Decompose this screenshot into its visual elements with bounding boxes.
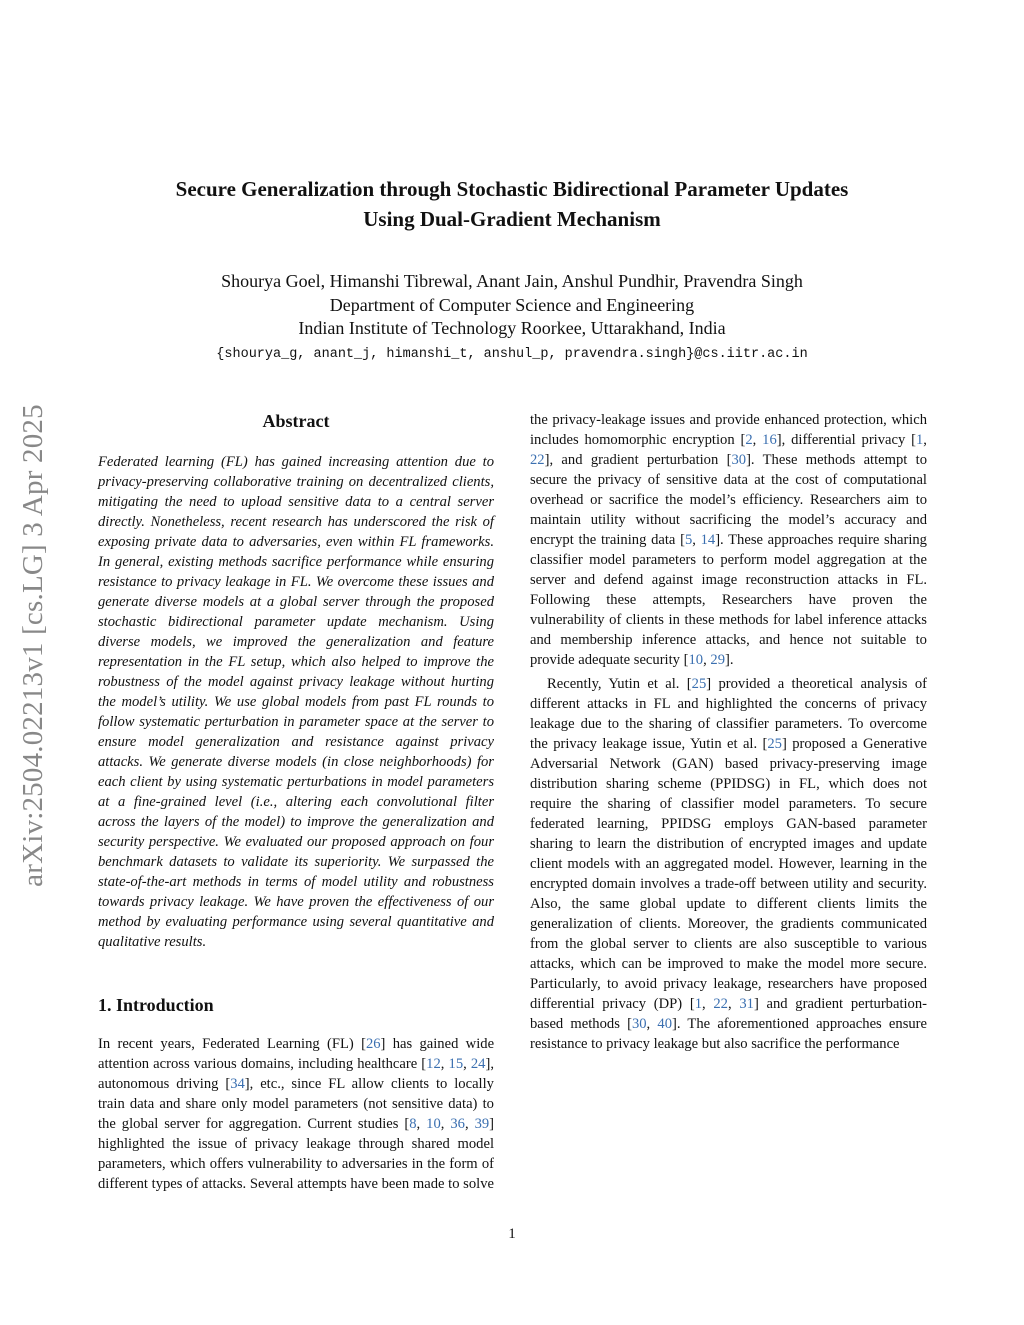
paper-title <box>80 174 944 234</box>
citation-link[interactable]: 15 <box>448 1056 464 1072</box>
section-heading-introduction: 1. Introduction <box>98 995 214 1015</box>
citation-link[interactable]: 30 <box>731 452 747 468</box>
affiliation-department: Department of Computer Science and Engineering <box>329 294 695 315</box>
citation-link[interactable]: 24 <box>470 1056 486 1072</box>
citation-link[interactable]: 22 <box>713 996 728 1012</box>
abstract-text: Federated learning (FL) has gained increasing attention due to privacy-preserving collaborative training on decentralized clients, mitigating the need to upload sensitive data to a central server directly. Nonetheless, recent research has underscored the risk of exposing private data to adversaries, even within FL frameworks. In general, existing methods sacrifice performance while ensuring resistance to privacy leakage in FL. We overcome these issues and generate diverse models at a global server through the proposed stochastic bidirectional parameter update mechanism. Using diverse models, we improved the generalization and feature representation in the FL setup, which also helped to improve the robustness of the model against privacy leakage without hurting the model’s utility. We use global models from past FL rounds to follow systematic perturbation in parameter space at the server to ensure model generalization and resistance against privacy attacks. We generate diverse models (in close neighborhoods) for each client by using systematic perturbations in model parameters at a fine-grained level (i.e., altering each convolutional filter across the layers of the model) to improve the generalization and security perspective. We evaluated our proposed approach on four benchmark datasets to validate its superiority. We surpassed the state-of-the-art methods in terms of model utility and robustness towards privacy leakage. We have proven the effectiveness of our method by evaluating performance using several quantitative and qualitative results. <box>98 454 494 950</box>
intro-text-left <box>98 1034 494 1194</box>
citation-link[interactable]: 12 <box>426 1056 441 1072</box>
citation-link[interactable]: 39 <box>474 1116 490 1132</box>
citation-link[interactable]: 1 <box>694 996 702 1012</box>
citation-link[interactable]: 10 <box>426 1116 441 1132</box>
citation-link[interactable]: 16 <box>762 432 777 448</box>
author-block <box>80 270 944 366</box>
citation-link[interactable]: 40 <box>657 1016 672 1032</box>
citation-link[interactable]: 34 <box>230 1076 245 1092</box>
author-emails: {shourya_g, anant_j, himanshi_t, anshul_p, pravendra.singh}@cs.iitr.ac.in <box>216 346 808 362</box>
citation-link[interactable]: 36 <box>450 1116 465 1132</box>
citation-link[interactable]: 2 <box>745 432 753 448</box>
citation-link[interactable]: 14 <box>700 532 716 548</box>
arxiv-identifier <box>10 363 56 928</box>
citation-link[interactable]: 5 <box>684 532 693 548</box>
arxiv-identifier-text: arXiv:2504.02213v1 [cs.LG] 3 Apr 2025 <box>16 404 49 887</box>
intro-text-right <box>530 410 927 1054</box>
intro-paragraph-1: In recent years, Federated Learning (FL) [26] has gained wide attention across various domains, including healthcare [12, 15, 24], autonomous driving [34], etc., since FL allow clients to locally train data and share only model parameters (not sensitive data) to the global server for aggregation. Current studies [8, 10, 36, 39] highlighted the issue of privacy leakage through shared model parameters, which offers vulnerability to adversaries in the form of different types of attacks. Several attempts have been made to solve <box>98 1036 495 1192</box>
left-column <box>98 410 494 1194</box>
author-names: Shourya Goel, Himanshi Tibrewal, Anant Jain, Anshul Pundhir, Pravendra Singh <box>221 271 803 291</box>
citation-link[interactable]: 31 <box>739 996 754 1012</box>
citation-link[interactable]: 1 <box>916 432 924 448</box>
citation-link[interactable]: 25 <box>767 736 782 752</box>
citation-link[interactable]: 10 <box>688 652 704 668</box>
right-column <box>530 410 927 1054</box>
citation-link[interactable]: 22 <box>530 452 545 468</box>
title-line-1: Secure Generalization through Stochastic Bidirectional Parameter Updates <box>175 177 849 201</box>
citation-link[interactable]: 25 <box>691 676 707 692</box>
intro-paragraph-2: Recently, Yutin et al. [25] provided a theoretical analysis of different attacks in FL and highlighted the concerns of privacy leakage due to the sharing of classifier parameters. To overcome the privacy leakage issue, Yutin et al. [25] proposed a Generative Adversarial Network (GAN) based privacy-preserving image distribution sharing scheme (PPIDSG) in FL, which does not require the sharing of classifier model parameters. To secure federated learning, PPIDSG employs GAN-based parameter sharing to learn the distribution of encrypted images and update client models with an aggregated model. However, learning in the encrypted domain involves a trade-off between utility and security. Also, the same global update to different clients limits the generalization of clients. Moreover, the gradients communicated from the global server to clients are also susceptible to various attacks, which can be improved to make the model more secure. Particularly, to avoid privacy leakage, researchers have proposed differential privacy (DP) [1, 22, 31] and gradient perturbation-based methods [30, 40]. The aforementioned approaches ensure resistance to privacy leakage but also sacrifice the performance <box>530 676 928 1052</box>
affiliation-institute: Indian Institute of Technology Roorkee, Uttarakhand, India <box>298 318 726 338</box>
abstract-heading: Abstract <box>262 411 330 431</box>
intro-paragraph-1-continued: the privacy-leakage issues and provide enhanced protection, which includes homomorphic encryption [2, 16], differential privacy [1, 22], and gradient perturbation [30]. These methods attempt to secure the privacy of sensitive data at the cost of computational overhead or sacrifice the model’s efficiency. Researchers aim to maintain utility without sacrificing the model’s accuracy and encrypt the training data [5, 14]. These approaches require sharing classifier model parameters to perform model aggregation at the server and defend against image reconstruction attacks in FL. Following these attempts, Researchers have proven the vulnerability of clients in these methods for label inference attacks and membership inference attacks, and hence not suitable to provide adequate security [10, 29]. <box>530 412 928 668</box>
page-number: 1 <box>508 1226 516 1242</box>
title-line-2: Using Dual-Gradient Mechanism <box>363 207 661 231</box>
citation-link[interactable]: 30 <box>631 1016 647 1032</box>
citation-link[interactable]: 29 <box>710 652 725 668</box>
citation-link[interactable]: 26 <box>365 1036 381 1052</box>
citation-link[interactable]: 8 <box>409 1116 417 1132</box>
